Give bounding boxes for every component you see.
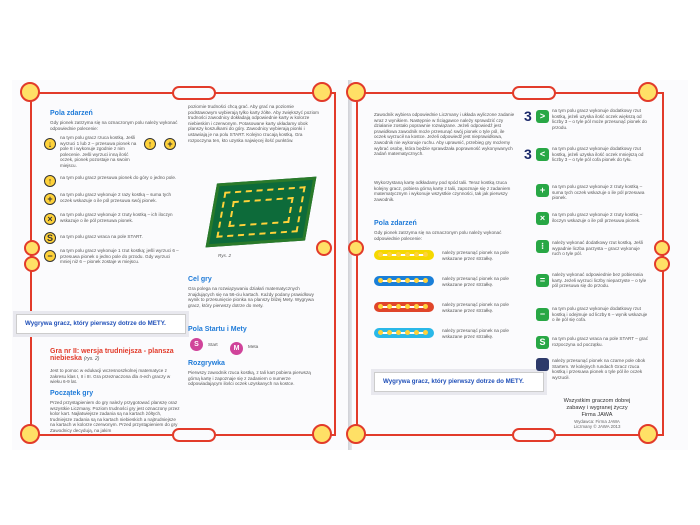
side-description: na tym polu gracz wykonuje dodatkowy rzut kostką, jeżeli uzyska ilość oczek mniejszą od liczby 3 – o tyle pól cofa pionek do tyłu. xyxy=(552,146,644,163)
pola-zdarzen-heading: Pola zdarzeń xyxy=(374,220,417,227)
closing-line: Firma JAWA xyxy=(581,412,613,418)
track-dot xyxy=(414,304,419,309)
start-square-icon: S xyxy=(536,336,549,349)
cel-gry-text: Gra polega na rozwiązywaniu działań matematycznych znajdujących się na 56-ciu kartach. Każdy podany prawidłowy wynik to przesunięcie pionka na planszy bliżej Mety. Wygrywa gracz, który pierwszy dotrze do mety. xyxy=(188,286,314,308)
event-description: na tym polu gracz rzuca kostką. Jeśli wyrzuci 1 lub 2 – przesuwa pionek na pole 8 i wykonuje zgodnie z nim polecenie. Jeśli wyrzuci inną ilość oczek, pionek pozostaje na swoim miejscu. xyxy=(60,135,137,168)
frame-tab xyxy=(172,86,216,100)
track-dot xyxy=(396,278,401,283)
blue-track xyxy=(374,276,434,286)
track-dot xyxy=(423,330,428,335)
track-dot xyxy=(414,278,419,283)
track-dot xyxy=(387,252,392,257)
red-track xyxy=(374,302,434,312)
side-ring xyxy=(348,240,364,256)
track-dot xyxy=(378,278,383,283)
corner-ring xyxy=(312,424,332,444)
side-description: na tym polu gracz wraca na pole START – grać rozpoczyna od początku. xyxy=(552,336,649,347)
gra-nr2-text: Jest to pomoc w edukacji wczesnoszkolnej matematyce z zakresu klas I, II i III. Gra przeznaczona dla 4-ech graczy w wieku 6-9 lat. xyxy=(50,368,171,385)
figure-caption: Rys. 2 xyxy=(218,253,232,258)
track-description: należy przesunąć pionek na pole wskazane przez strzałkę. xyxy=(442,250,509,261)
track-dot xyxy=(378,304,383,309)
side-ring xyxy=(316,240,332,256)
arrow-up-icon: ↑ xyxy=(44,175,56,187)
game-board-image xyxy=(206,177,317,248)
left-page xyxy=(12,80,348,450)
gra-nr2-heading: Gra nr II: wersja trudniejsza - plansza niebieska (rys. 2) xyxy=(50,348,174,362)
difficulty-text: poziomie trudności chcą grać. Aby grać na poziomie podstawowym wybierają tylko karty żółte. Aby zwiększyć poziom trudności zawodnicy dokładają odpowiednie karty w kolorze niebieskim i czerwonym. Potasowane karty układamy obok planszy koszulkami do góry. Zawodnicy wybierają pionki i ustawiają je na polu START. Kolejno rzucają kostką. Gra rozpoczyna ten, kto uzyska najwięcej ilość punktów. xyxy=(188,104,319,143)
track-dot xyxy=(405,278,410,283)
yellow-track xyxy=(374,250,434,260)
track-dot xyxy=(396,330,401,335)
plus-icon: + xyxy=(44,193,56,205)
x-icon: × xyxy=(44,213,56,225)
winner-banner: Wygrywa gracz, który pierwszy dotrze do METY. xyxy=(16,314,186,334)
track-description: należy przesunąć pionek na pole wskazane przez strzałkę. xyxy=(442,328,509,339)
track-dot xyxy=(387,304,392,309)
frame-tab xyxy=(512,86,556,100)
track-dot xyxy=(405,252,410,257)
arrow-down-icon: ↓ xyxy=(44,138,56,150)
side-description: należy wykonać dodatkowy rzut kostką. Jeśli wypadnie liczba parzysta – gracz wykonuje ruch o tyle pól. xyxy=(552,240,643,257)
side-description: na tym polu gracz wykonuje 2 rzuty kostką – suma tych oczek wskazuje o ile pól przesuwa pionek. xyxy=(552,184,645,201)
track-dot xyxy=(405,330,410,335)
closing-line: zabawy i wygranej życzy xyxy=(566,405,628,411)
corner-ring xyxy=(346,82,366,102)
pola-startu-heading: Pola Startu i Mety xyxy=(188,326,247,333)
intro-text: Zawodnik wybiera odpowiednie Liczmany i układa wyliczone zadanie wraz z wynikiem. Następnie w Ściągawce należy sprawdzić czy działanie zostało poprawnie rozwiązane. Jeżeli odpowiedź jest prawidłowa zawodnik może przesunąć swój pionek o tyle pól, ile oczek wyrzucił na kostce. Jeżeli odpowiedź jest nieprawidłowa, zawodnik nie wykonuje ruchu. Aby uprawnić, przebieg gry możemy wybrać osobę, która będzie sprawdzała poprawność wykonywanych zadań matematycznych. xyxy=(374,112,515,157)
meta-label: Meta xyxy=(248,344,259,349)
track-dot xyxy=(423,278,428,283)
track-description: należy przesunąć pionek na pole wskazane przez strzałkę. xyxy=(442,276,509,287)
corner-ring xyxy=(638,82,658,102)
poczatek-gry-text: Przed przystąpieniem do gry należy przygotować planszę oraz wszystkie Liczmany. Poziom trudności gry jest oznaczony przez kolor kart. Najłatwiejsze zadania są na kartach żółtych, trudniejsze zadania są na kartach niebieskich a najtrudniejsze na kartach w kolorze czerwonym. Przed przystąpieniem do gry Zawodnicy decydują, na jakim xyxy=(50,400,180,433)
s-icon: S xyxy=(44,232,56,244)
frame-tab xyxy=(172,428,216,442)
track-dot xyxy=(396,252,401,257)
pola-zdarzen-intro: Gdy pionek zatrzyma się na oznaczonym polu należy wykonać odpowiednie polecenie: xyxy=(374,230,502,241)
side-description: na tym polu gracz wykonuje dodatkowy rzut kostką, jeżeli uzyska ilość oczek większą od liczby 3 – o tyle pól może przesunąć pionek do przodu. xyxy=(552,108,647,130)
plus-icon: + xyxy=(164,138,176,150)
event-description: na tym polu gracz wraca na pole START. xyxy=(60,234,143,239)
track-dot xyxy=(414,252,419,257)
greater-than-icon: > xyxy=(536,110,549,123)
corner-ring xyxy=(20,424,40,444)
number-three: 3 xyxy=(524,108,532,124)
track-dot xyxy=(387,330,392,335)
side-description: należy wykonać odpowiednie bez pobierania karty. Jeżeli wyrzuci liczby nieparzyste – o tyle pól przesuwa się do przodu. xyxy=(552,272,647,289)
closing-line: Wszystkim graczom dobrej xyxy=(563,398,631,404)
plus-icon: + xyxy=(536,184,549,197)
rozgrywka-text: Pierwszy zawodnik rzuca kostką, z tali kart pobiera pierwszą górną kartę i zapoznaje się z zadaniem o numerze odpowiadającym ilości oczek uzyskanych na kostce. xyxy=(188,370,311,387)
event-description: na tym polu gracz przesuwa pionek do góry o jedno pole. xyxy=(60,175,177,180)
black-square-icon: ■ xyxy=(536,358,549,371)
number-three: 3 xyxy=(524,146,532,162)
track-dot xyxy=(405,304,410,309)
frame-tab xyxy=(512,428,556,442)
side-ring xyxy=(24,256,40,272)
event-description: na tym polu gracz wykonuje 1 rzut kostką; jeśli wyrzuci 6 – przesuwa pionek o jedno pole do przodu. Gdy wyrzuci mniej niż 6 – pionek zostaje w miejscu. xyxy=(60,248,179,265)
minus-icon: − xyxy=(536,308,549,321)
track-dot xyxy=(423,252,428,257)
corner-ring xyxy=(20,82,40,102)
publisher-line: Wydawca: Firma JAWA xyxy=(574,419,620,424)
multiply-icon: × xyxy=(536,212,549,225)
start-icon: S xyxy=(190,338,203,351)
minus-icon: − xyxy=(44,250,56,262)
side-ring xyxy=(24,240,40,256)
track-description: należy przesunąć pionek na pole wskazane przez strzałkę. xyxy=(442,302,509,313)
side-description: na tym polu gracz wykonuje 2 rzuty kostką – iloczyn wskazuje o ile pól przesuwa pionek. xyxy=(552,212,643,223)
side-description: należy przesunąć pionek na czarne pole obok Startem. W kolejnych rundach Gracz rzuca kostką i przesuwa pionek o tyle pól ile oczek wyrzucił. xyxy=(552,358,646,380)
publisher-line: Liczmany © JAWA 2013 xyxy=(573,424,621,429)
event-description: na tym polu gracz wykonuje 2 razy kostką – suma tych oczek wskazuje o ile pól przesuwa swój pionek. xyxy=(60,192,172,203)
closing-message xyxy=(542,398,652,429)
track-dot xyxy=(423,304,428,309)
track-dot xyxy=(378,330,383,335)
track-dot xyxy=(387,278,392,283)
pola-zdarzen-intro: Gdy pionek zatrzyma się na oznaczonym polu należy wykonać odpowiednie polecenie: xyxy=(50,120,178,131)
poczatek-gry-heading: Początek gry xyxy=(50,390,94,397)
rozgrywka-heading: Rozgrywka xyxy=(188,360,225,367)
equals-icon: = xyxy=(536,274,549,287)
winner-banner: Wygrywa gracz, który pierwszy dotrze do METY. xyxy=(374,372,544,392)
track-dot xyxy=(396,304,401,309)
intro-text-2: Wykorzystaną kartę odkładamy pod spód talii. Teraz kostką rzuca kolejny gracz, pobiera górną kartę z talii, zapoznaje się z zadaniem matematycznym i wykonuje wszystkie czynności, tak jak pierwszy zawodnik. xyxy=(374,180,511,202)
arrow-up-icon: ↑ xyxy=(144,138,156,150)
less-than-icon: < xyxy=(536,148,549,161)
side-ring xyxy=(654,240,670,256)
right-page xyxy=(352,80,688,450)
cyan-track xyxy=(374,328,434,338)
corner-ring xyxy=(312,82,332,102)
start-label: Start xyxy=(208,342,218,347)
pola-zdarzen-heading: Pola zdarzeń xyxy=(50,110,93,117)
track-dot xyxy=(378,252,383,257)
meta-icon: M xyxy=(230,342,243,355)
side-description: na tym polu gracz wykonuje dodatkowy rzut kostką i odejmuje od liczby 6 – wynik wskazuje o ile pól się cofa. xyxy=(552,306,648,323)
cel-gry-heading: Cel gry xyxy=(188,276,212,283)
event-description: na tym polu gracz wykonuje 2 rzuty kostką – ich iloczyn wskazuje o ile pól przesuwa pionek. xyxy=(60,212,173,223)
corner-ring xyxy=(346,424,366,444)
side-ring xyxy=(654,256,670,272)
divide-icon: ⁝ xyxy=(536,240,549,253)
track-dot xyxy=(414,330,419,335)
board-path xyxy=(228,197,294,227)
